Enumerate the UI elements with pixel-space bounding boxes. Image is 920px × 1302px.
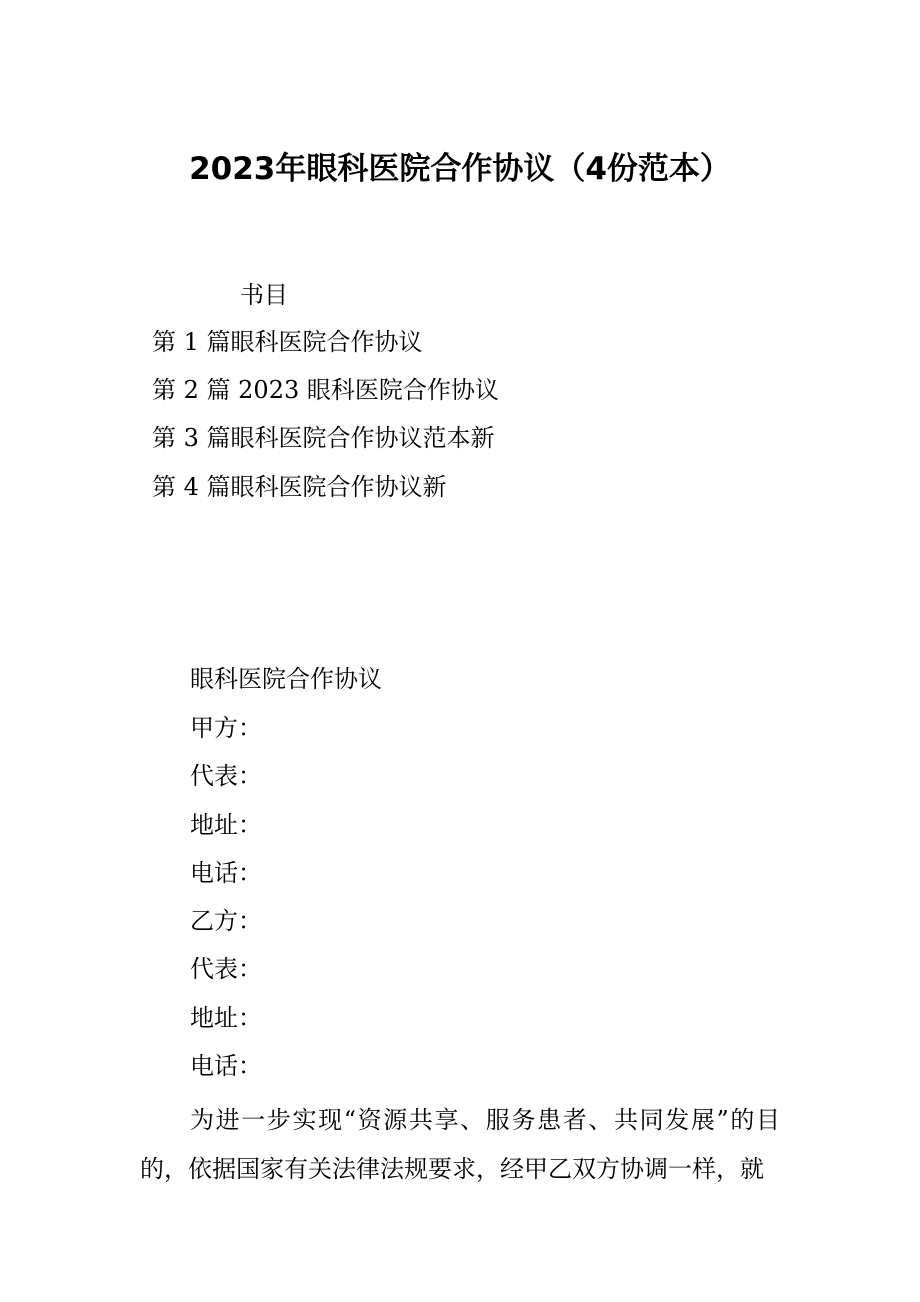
- agreement-heading: 眼科医院合作协议: [190, 665, 382, 693]
- toc-item-2: 第 2 篇 2023 眼科医院合作协议: [152, 376, 499, 404]
- document-title: 2023年眼科医院合作协议（4份范本）: [189, 151, 731, 187]
- party-a-phone-label: 电话：: [190, 859, 262, 887]
- toc-item-1: 第 1 篇眼科医院合作协议: [152, 328, 423, 356]
- party-a-address-label: 地址：: [190, 811, 262, 839]
- party-b-address-label: 地址：: [190, 1004, 262, 1032]
- toc-heading: 书目: [240, 281, 288, 309]
- party-b-label: 乙方：: [190, 907, 262, 935]
- party-a-representative-label: 代表：: [190, 762, 262, 790]
- toc-item-3: 第 3 篇眼科医院合作协议范本新: [152, 424, 495, 452]
- agreement-intro-paragraph: 为进一步实现“资源共享、服务患者、共同发展”的目的，依据国家有关法律法规要求，经甲乙双方协调一样，就: [140, 1106, 780, 1183]
- party-b-phone-label: 电话：: [190, 1052, 262, 1080]
- party-a-label: 甲方：: [190, 714, 262, 742]
- party-b-representative-label: 代表：: [190, 955, 262, 983]
- toc-item-4: 第 4 篇眼科医院合作协议新: [152, 473, 447, 501]
